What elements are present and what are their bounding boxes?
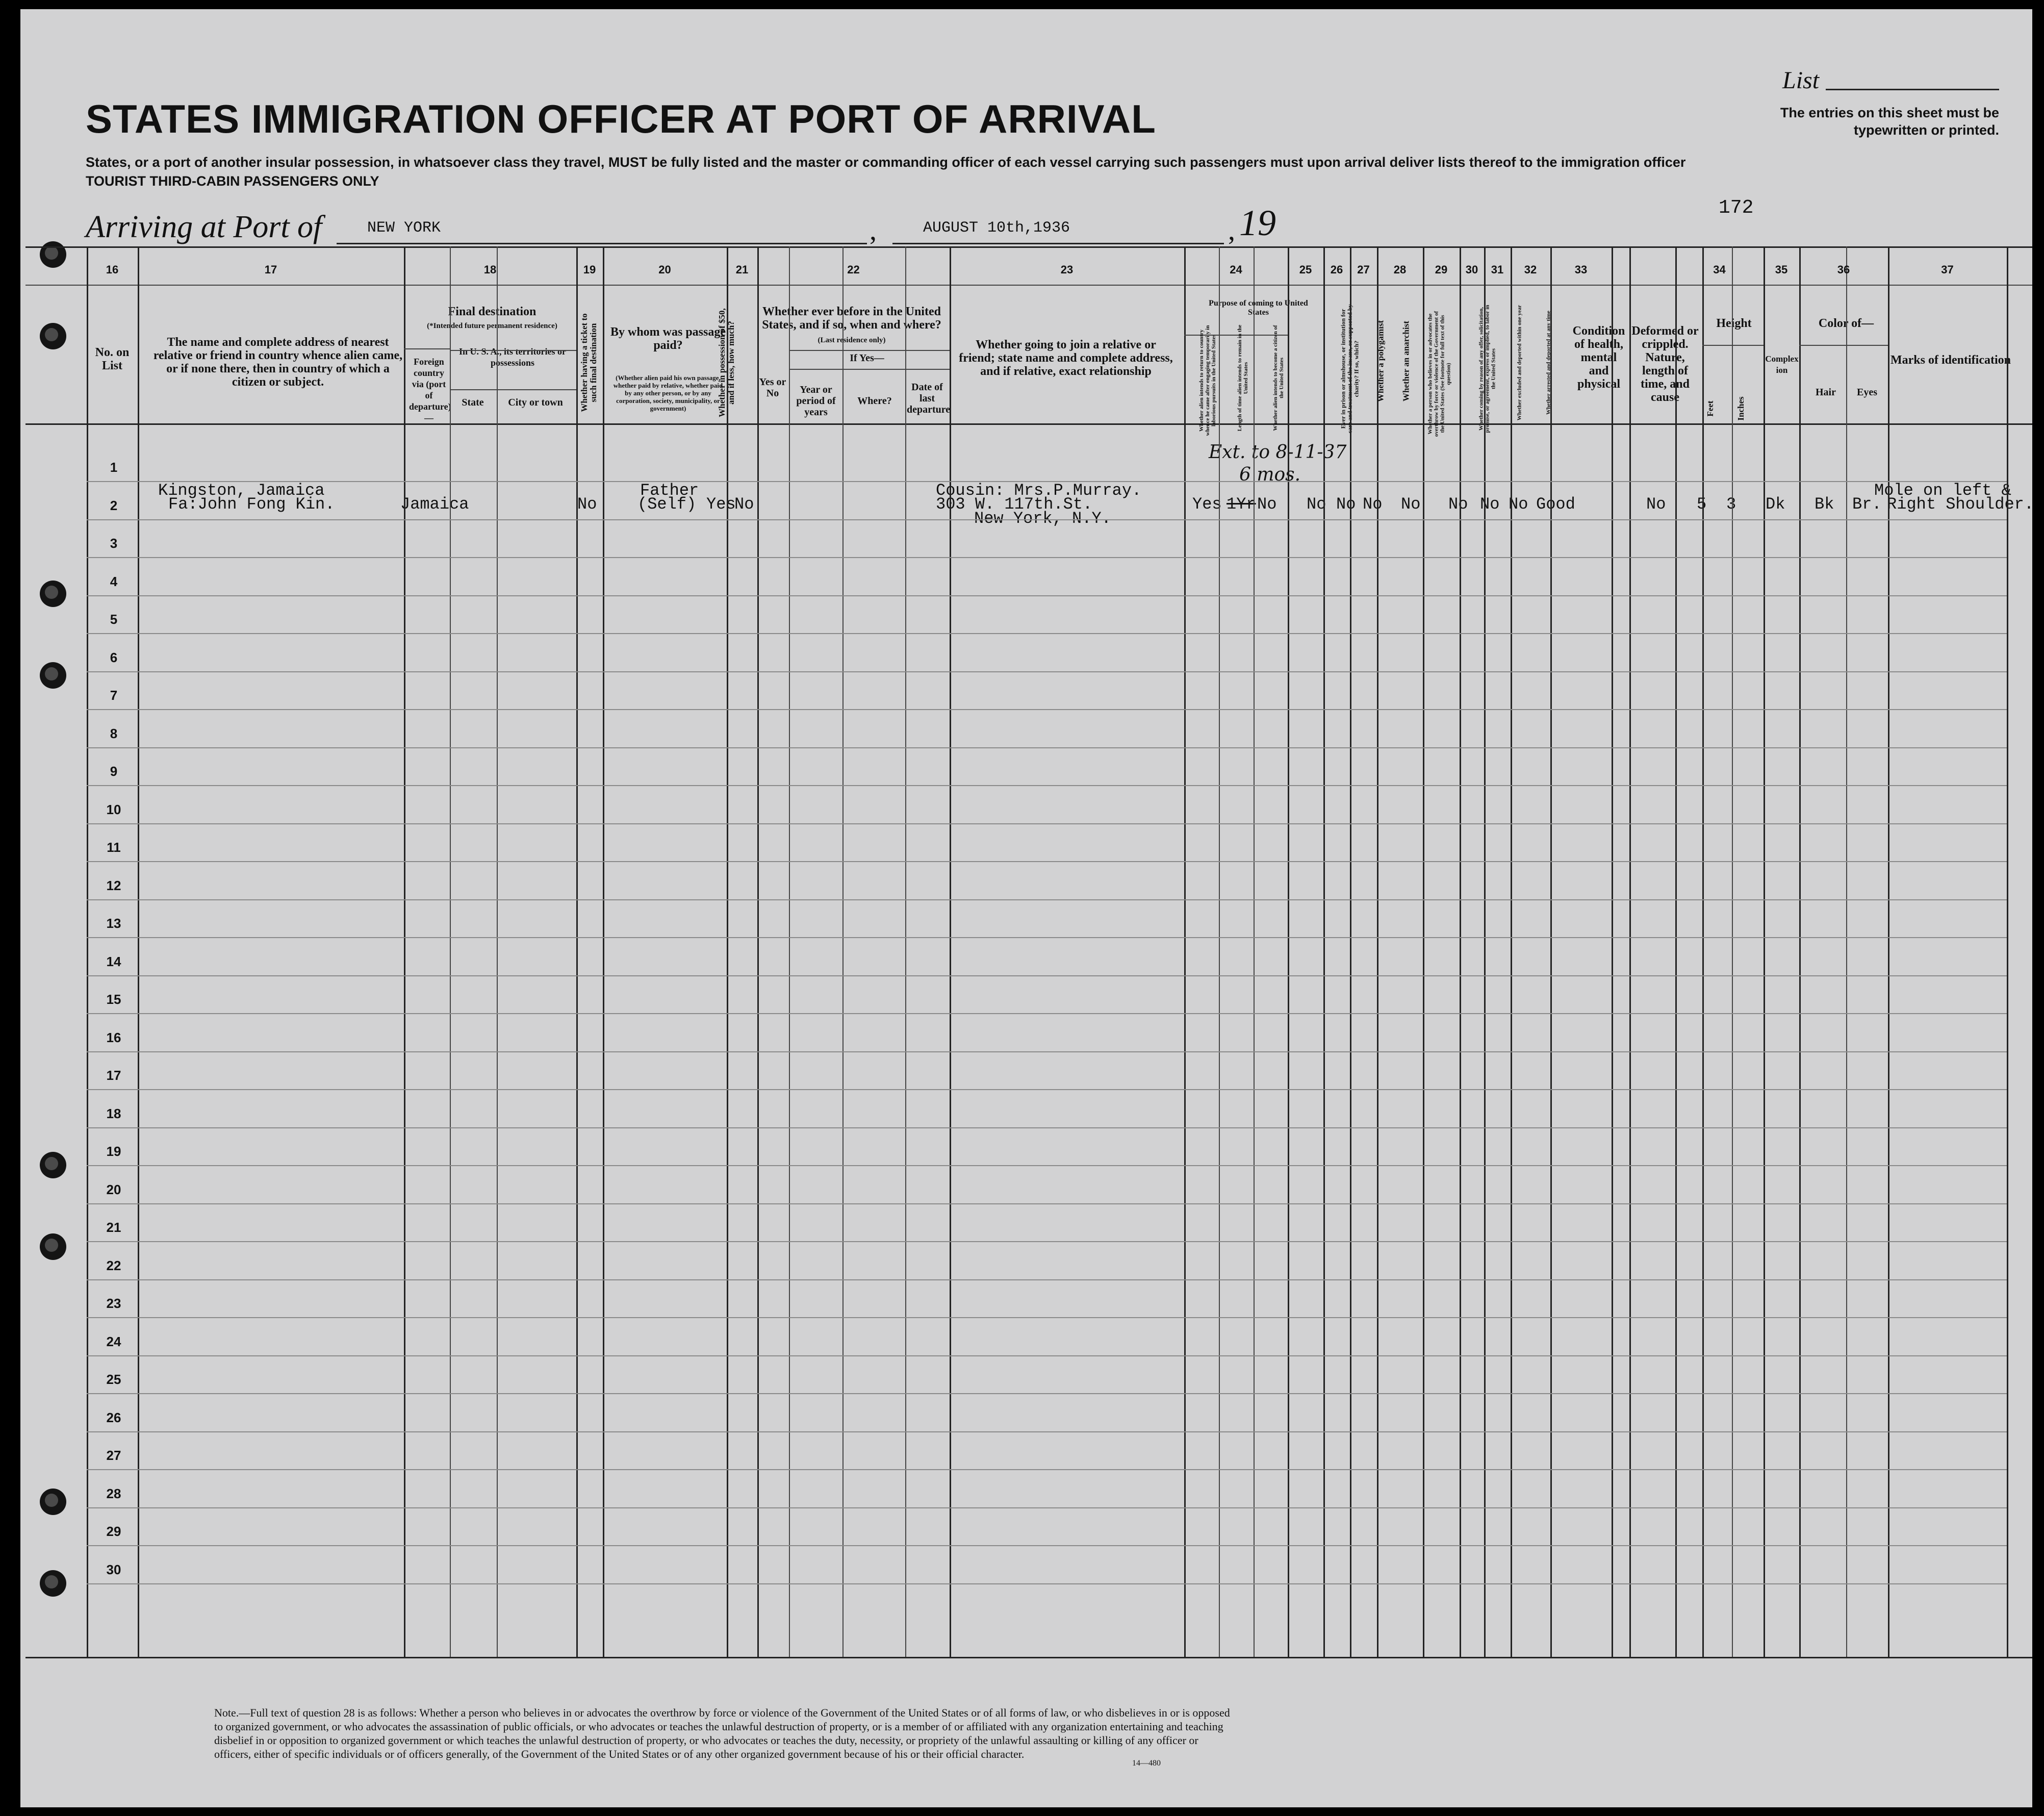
anarchist-value: No — [1363, 495, 1383, 514]
column-number: 37 — [1941, 263, 1954, 276]
col22-date: Date of last departure — [907, 382, 951, 415]
before-in-us-value: No — [734, 495, 754, 514]
column-divider — [842, 246, 844, 1657]
col18-state: State — [462, 397, 484, 408]
column-number: 33 — [1574, 263, 1588, 276]
handwritten-duration: 6 mos. — [1239, 464, 1301, 485]
hair-color-value: Bk — [1815, 495, 1834, 514]
header-subdivider — [789, 369, 950, 370]
row-number: 26 — [106, 1409, 121, 1425]
relative-address: Kingston, Jamaica — [158, 481, 325, 500]
row-rule — [87, 1089, 2007, 1090]
row-rule — [87, 1317, 2007, 1318]
column-divider — [450, 246, 451, 1657]
col17-header: The name and complete address of nearest relative or friend in country whence alien came, or if none there, then in country of which a citizen or subject. — [153, 336, 403, 389]
column-divider — [2007, 246, 2008, 1657]
row-number: 7 — [110, 688, 118, 703]
entries-note: The entries on this sheet must be typewritten or printed. — [1780, 105, 1999, 138]
col33-header: Deformed or crippled. Nature, length of time, and cause — [1631, 324, 1699, 404]
col20-note: (Whether alien paid his own passage, whether paid by relative, whether paid by any other person, or by any corporation, society, municipality, or government) — [613, 374, 723, 412]
column-number: 20 — [658, 263, 671, 276]
col36-eyes: Eyes — [1857, 387, 1877, 398]
column-divider — [727, 246, 728, 1657]
header-subdivider — [1184, 335, 1288, 336]
height-feet-value: 5 — [1697, 495, 1707, 514]
prison-value: No — [1307, 495, 1326, 514]
row-rule — [87, 1279, 2007, 1280]
column-divider — [1219, 246, 1220, 1657]
binder-hole — [40, 581, 66, 607]
row-rule — [87, 747, 2007, 748]
col29-header: Whether coming by reason of any offer, solicitation, promise, or agreement, express or implied, to labor in the United States — [1478, 305, 1497, 433]
eye-color-value: Br. — [1852, 495, 1882, 514]
arrested-value: No — [1509, 495, 1528, 514]
row-rule — [87, 519, 2007, 520]
row-number: 6 — [110, 649, 118, 665]
row-number: 30 — [106, 1561, 121, 1577]
row-rule — [87, 1545, 2007, 1546]
row-number: 5 — [110, 612, 118, 627]
binder-hole — [40, 241, 66, 268]
complexion-value: Dk — [1766, 495, 1785, 514]
column-divider — [1254, 246, 1255, 1657]
row-number: 1 — [110, 460, 118, 475]
row-number: 20 — [106, 1181, 121, 1197]
row-rule — [87, 785, 2007, 786]
column-number: 36 — [1837, 263, 1850, 276]
column-number: 21 — [735, 263, 749, 276]
row-rule — [87, 899, 2007, 900]
purpose-length-value: 1Yr — [1227, 495, 1256, 514]
col19-header: Whether having a ticket to such final destination — [579, 313, 598, 412]
row-rule — [87, 671, 2007, 672]
deformed-value: No — [1646, 495, 1666, 514]
binder-hole — [40, 662, 66, 689]
purpose-return-value: Yes — [1192, 495, 1222, 514]
date-value: AUGUST 10th,1936 — [923, 219, 1070, 237]
row-number: 9 — [110, 764, 118, 779]
ticket-value: No — [577, 495, 597, 514]
fifty-dollars-value: Yes — [706, 495, 736, 514]
col24-title: Purpose of coming to United States — [1209, 299, 1308, 317]
column-number: 32 — [1524, 263, 1537, 276]
list-number-line — [1826, 89, 1999, 90]
row-number: 23 — [106, 1296, 121, 1311]
row-rule — [87, 861, 2007, 862]
row-number: 12 — [106, 877, 121, 893]
row-rule — [87, 1431, 2007, 1432]
row-number: 3 — [110, 536, 118, 551]
column-divider — [905, 246, 906, 1657]
column-divider — [1184, 246, 1186, 1657]
column-divider — [1675, 246, 1677, 1657]
foreign-country-value: Jamaica — [400, 495, 469, 514]
row-rule — [87, 1393, 2007, 1394]
column-number: 28 — [1393, 263, 1407, 276]
col18-note: (*Intended future permanent residence) — [427, 322, 557, 330]
col23-header: Whether going to join a relative or friend; state name and complete address, and if relative, exact relationship — [959, 338, 1173, 378]
row-rule — [87, 937, 2007, 938]
column-divider — [603, 246, 604, 1657]
print-code: 14—480 — [1132, 1759, 1161, 1768]
header-subdivider — [1799, 345, 1888, 346]
col36-hair: Hair — [1816, 387, 1836, 398]
health-value: Good — [1536, 495, 1575, 514]
col37-header: Marks of identification — [1890, 354, 2011, 367]
row-rule — [87, 1013, 2007, 1014]
header-subdivider — [450, 350, 576, 351]
col22-note: (Last residence only) — [817, 336, 886, 344]
col18-usa: In U. S. A., its territories or possessions — [459, 346, 566, 368]
column-divider — [1629, 246, 1631, 1657]
col24c-header: Whether alien intends to become a citizen of the United States — [1272, 325, 1285, 431]
row-number: 21 — [106, 1220, 121, 1235]
col25-header: Ever in prison or almshouse, or institution for care and treatment of the insane, or supported by charity? If so, which? — [1339, 304, 1360, 434]
date-line — [892, 243, 1224, 244]
column-number: 34 — [1713, 263, 1726, 276]
relative-name: Fa:John Fong Kin. — [168, 495, 335, 514]
column-divider — [1550, 246, 1552, 1657]
column-divider — [1423, 246, 1424, 1657]
col18-foreign: Foreign country via (port of departure)— — [409, 357, 451, 423]
column-number: 18 — [483, 263, 497, 276]
row-rule — [87, 481, 2007, 482]
excluded-value: No — [1480, 495, 1500, 514]
column-number: 16 — [106, 263, 119, 276]
col22-yesno: Yes or No — [759, 376, 786, 399]
column-divider — [1484, 246, 1486, 1657]
column-number: 24 — [1230, 263, 1242, 276]
column-divider — [1288, 246, 1289, 1657]
row-number: 2 — [110, 497, 118, 513]
row-number: 29 — [106, 1524, 121, 1539]
header-bottom-border — [25, 423, 2032, 425]
identification-marks-line2: Right Shoulder. — [1887, 495, 2034, 514]
row-number: 16 — [106, 1029, 121, 1045]
polygamist-value: No — [1336, 495, 1356, 514]
col21-header: Whether in possession of $50, and if less, how much? — [717, 308, 736, 417]
binder-hole — [40, 1233, 66, 1260]
column-number: 27 — [1357, 263, 1370, 276]
column-divider — [1888, 246, 1889, 1657]
column-divider — [1702, 246, 1704, 1657]
paid-by-value: Father — [640, 481, 699, 500]
handwritten-extension: Ext. to 8-11-37 — [1209, 442, 1347, 463]
manifest-sheet: List The entries on this sheet must be typewritten or printed. STATES IMMIGRATION OFFICER AT PORT OF ARRIVAL States, or a port of another insular possession, in whatsoever class they travel, MUST be fully listed and the master or commanding officer of each vessel carrying such passengers must upon arrival deliver lists thereof to the immigration officer TOURIST THIRD-CABIN PASSENGERS ONLY Arriving at Port of NEW YORK , AUGUST 10th,1936 , 19 172 No. on List The name and complete address of nearest relative or friend in country whence alien came, or if none there, then in country of which a citizen or subject. Final destination (*Intended future permanent residence) Foreign country via (port of departure)— In U. S. A., its territories or possessions State City or town Whether having a ticket to such final destination By whom was passage paid? (Whether alien paid his own passage, whether paid by relative, whether paid by any other person, or by any corporation, society, municipality, or government) Whether in possession of $50, and if less, how much? Whether ever before in the United States, and if so, when and where? (Last residence only) Yes or No If Yes— Year or period of years Where? Date of last departure Whether going to join a relative or friend; state name and complete address, and if relative, exact relationship Purpose of coming to United States Whether alien intends to return to country whence he came after engaging temporarily in laborious pursuits in the United States Length of time alien intends to remain in the United States Whether alien intends to become a citizen of the United States Ever in prison or almshouse, or institution for care and treatment of the insane, or supported by charity? If so, which? Whether a polygamist Whether an anarchist Whether a person who believes in or advocates the overthrow by force or violence of the Government of the United States (See footnote for full text of this question) Whether coming by reason of any offer, solicitation, promise, or agreement, express or implied, to labor in the United States Whether excluded and deported within one year Whether arrested and deported at any time Condition of health, mental and physical Deformed or crippled. Nature, length of time, and cause Height Feet Inches Complexion Color of— Hair Eyes Marks of identification Kingston, Jamaica Fa:John Fong Kin. Jamaica No Father (Self) Yes No Cousin: Mrs.P.Murray. 303 W. 117th.St. New York, N.Y. Ext. to 8-11-37 6 mos. Yes 1Yr No No No No No No No No Good No 5 3 Dk Bk Br. Mole on left & Right Shoulder. Note.—Full text of question 28 is as follows: Whether a person who believes in or advocates the overthrow by force or violence of the Government of the United States or of all forms of law, or who disbelieves in or is opposed to organized government, or who advocates the assassination of public officials, or who advocates or teaches the unlawful destruction of property, or is a member of or affiliated with any organization entertaining and teaching disbelief in or opposition to organized government or which teaches the unlawful destruction of property, or who advocates or teaches the duty, necessity, or propriety of the unlawful assaulting or killing of any officer or officers, either of specific individuals or of officers generally, of the Government of the United States or of any other organized government because of his or their official character. 14—480 16 17 18 19 20 21 22 23 24 25 26 27 28 29 30 31 32 33 34 35 36 37 1 2 3 4 5 6 7 8 9 10 11 12 13 14 15 16 17 18 19 20 21 22 23 24 25 26 27 28 29 30 — [20, 9, 2032, 1807]
column-number: 26 — [1330, 263, 1343, 276]
col28-header: Whether a person who believes in or advocates the overthrow by force or violence of the Government of the United States (See footnote for full text of this question) — [1427, 311, 1452, 437]
row-rule — [87, 823, 2007, 824]
row-rule — [87, 1583, 2007, 1584]
overthrow-value: No — [1401, 495, 1421, 514]
header-subdivider — [450, 389, 576, 390]
col31-header: Whether arrested and deported at any time — [1545, 311, 1552, 415]
column-divider — [1350, 246, 1351, 1657]
port-line — [337, 243, 867, 244]
row-number: 24 — [106, 1333, 121, 1349]
col34-feet: Feet — [1705, 400, 1715, 417]
col18-title: Final destination — [448, 305, 536, 318]
year-prefix: 19 — [1239, 203, 1276, 243]
col36-header: Color of— — [1818, 317, 1874, 330]
col26-header: Whether a polygamist — [1375, 320, 1386, 402]
row-number: 17 — [106, 1068, 121, 1083]
column-number: 30 — [1465, 263, 1478, 276]
row-rule — [87, 1127, 2007, 1128]
row-rule — [87, 1507, 2007, 1508]
row-rule — [87, 633, 2007, 634]
row-rule — [87, 709, 2007, 710]
column-divider — [789, 246, 790, 1657]
row-rule — [87, 595, 2007, 596]
column-divider — [1799, 246, 1801, 1657]
row-number: 25 — [106, 1372, 121, 1387]
header-subdivider — [1702, 345, 1764, 346]
column-divider — [950, 246, 951, 1657]
row-number: 19 — [106, 1144, 121, 1159]
row-number: 18 — [106, 1105, 121, 1121]
purpose-citizen-value: No — [1257, 495, 1277, 514]
labor-offer-value: No — [1448, 495, 1468, 514]
column-number: 22 — [847, 263, 860, 276]
row-number: 15 — [106, 992, 121, 1007]
col34-header: Height — [1716, 317, 1752, 330]
arriving-label: Arriving at Port of — [86, 210, 322, 244]
column-number: 31 — [1491, 263, 1504, 276]
row-rule — [87, 1355, 2007, 1356]
row-rule — [87, 1051, 2007, 1052]
footnote-question-28: Note.—Full text of question 28 is as follows: Whether a person who believes in or advocates the overthrow by force or violence of the Government of the United States or of all forms of law, or who disbelieves in or is opposed to organized government, or who advocates the assassination of public officials, or who advocates or teaches the unlawful destruction of property, or is a member of or affiliated with any organization entertaining and teaching disbelief in or opposition to organized government or which teaches the unlawful destruction of property, or who advocates or teaches the duty, necessity, or propriety of the unlawful assaulting or killing of any officer or officers, either of specific individuals or of officers generally, of the Government of the United States or of any other organized government because of his or their official character. — [214, 1706, 1230, 1760]
col27-header: Whether an anarchist — [1401, 320, 1411, 402]
row-number: 27 — [106, 1448, 121, 1463]
col24a-header: Whether alien intends to return to country whence he came after engaging temporarily in laborious pursuits in the United States — [1198, 325, 1217, 436]
col22-year: Year or period of years — [796, 384, 836, 418]
column-number: 25 — [1299, 263, 1312, 276]
column-divider — [1764, 246, 1765, 1657]
table-bottom-border — [25, 1657, 2032, 1658]
column-number-divider — [25, 285, 2032, 286]
column-number: 35 — [1775, 263, 1788, 276]
column-divider — [404, 246, 405, 1657]
column-divider — [757, 246, 759, 1657]
row-rule — [87, 557, 2007, 558]
header-subdivider — [404, 348, 450, 349]
row-rule — [87, 1469, 2007, 1470]
row-number: 10 — [106, 801, 121, 817]
row-number: 14 — [106, 953, 121, 969]
col34-inches: Inches — [1736, 396, 1746, 421]
paid-by-note: (Self) — [637, 495, 697, 514]
column-divider — [576, 246, 578, 1657]
identification-marks-line1: Mole on left & — [1874, 481, 2011, 500]
list-label: List — [1782, 67, 1820, 94]
column-divider — [1377, 246, 1378, 1657]
column-divider — [1612, 246, 1613, 1657]
join-relative-line3: New York, N.Y. — [974, 509, 1111, 528]
row-rule — [87, 975, 2007, 976]
col32-header: Condition of health, mental and physical — [1572, 324, 1625, 391]
join-relative-line2: 303 W. 117th.St. — [936, 495, 1093, 514]
header-subdivider — [789, 350, 950, 351]
col18-city: City or town — [508, 397, 563, 408]
row-number: 11 — [107, 840, 121, 855]
column-divider — [1460, 246, 1461, 1657]
column-divider — [138, 246, 139, 1657]
binder-hole — [40, 1152, 66, 1178]
column-divider — [497, 246, 498, 1657]
binder-hole — [40, 323, 66, 349]
join-relative-line1: Cousin: Mrs.P.Murray. — [936, 481, 1142, 500]
column-number: 17 — [264, 263, 277, 276]
col24b-header: Length of time alien intends to remain in the United States — [1237, 324, 1249, 432]
column-divider — [1846, 246, 1847, 1657]
passenger-class: TOURIST THIRD-CABIN PASSENGERS ONLY — [86, 173, 379, 189]
sheet-number: 172 — [1719, 197, 1754, 219]
column-number: 29 — [1435, 263, 1448, 276]
col22-where: Where? — [857, 395, 892, 407]
binder-hole — [40, 1489, 66, 1515]
form-subtitle: States, or a port of another insular possession, in whatsoever class they travel, MUST be fully listed and the master or commanding officer of each vessel carrying such passengers must upon arrival deliver lists thereof to the immigration officer — [86, 155, 1686, 170]
col20-header: By whom was passage paid? — [610, 325, 726, 352]
row-number: 28 — [106, 1485, 121, 1501]
column-divider — [1732, 246, 1733, 1657]
col35-header: Complexion — [1765, 354, 1799, 375]
column-number: 19 — [583, 263, 596, 276]
table-top-border — [25, 246, 2032, 248]
col22-ifyes: If Yes— — [850, 352, 884, 364]
height-inches-value: 3 — [1726, 495, 1736, 514]
form-title: STATES IMMIGRATION OFFICER AT PORT OF ARRIVAL — [86, 96, 1156, 141]
col22-title: Whether ever before in the United States, and if so, when and where? — [762, 305, 941, 332]
row-number: 13 — [106, 916, 121, 931]
column-divider — [1323, 246, 1325, 1657]
port-value: NEW YORK — [367, 219, 441, 237]
column-number: 23 — [1060, 263, 1074, 276]
row-number: 22 — [106, 1257, 121, 1273]
col30-header: Whether excluded and deported within one year — [1516, 305, 1523, 421]
row-number: 4 — [110, 573, 118, 589]
row-rule — [87, 1203, 2007, 1204]
row-rule — [87, 1165, 2007, 1166]
column-divider — [1511, 246, 1512, 1657]
binder-hole — [40, 1570, 66, 1597]
row-number: 8 — [110, 725, 118, 741]
table-left-border — [87, 246, 88, 1657]
row-rule — [87, 1241, 2007, 1242]
col16-header: No. on List — [95, 346, 130, 372]
